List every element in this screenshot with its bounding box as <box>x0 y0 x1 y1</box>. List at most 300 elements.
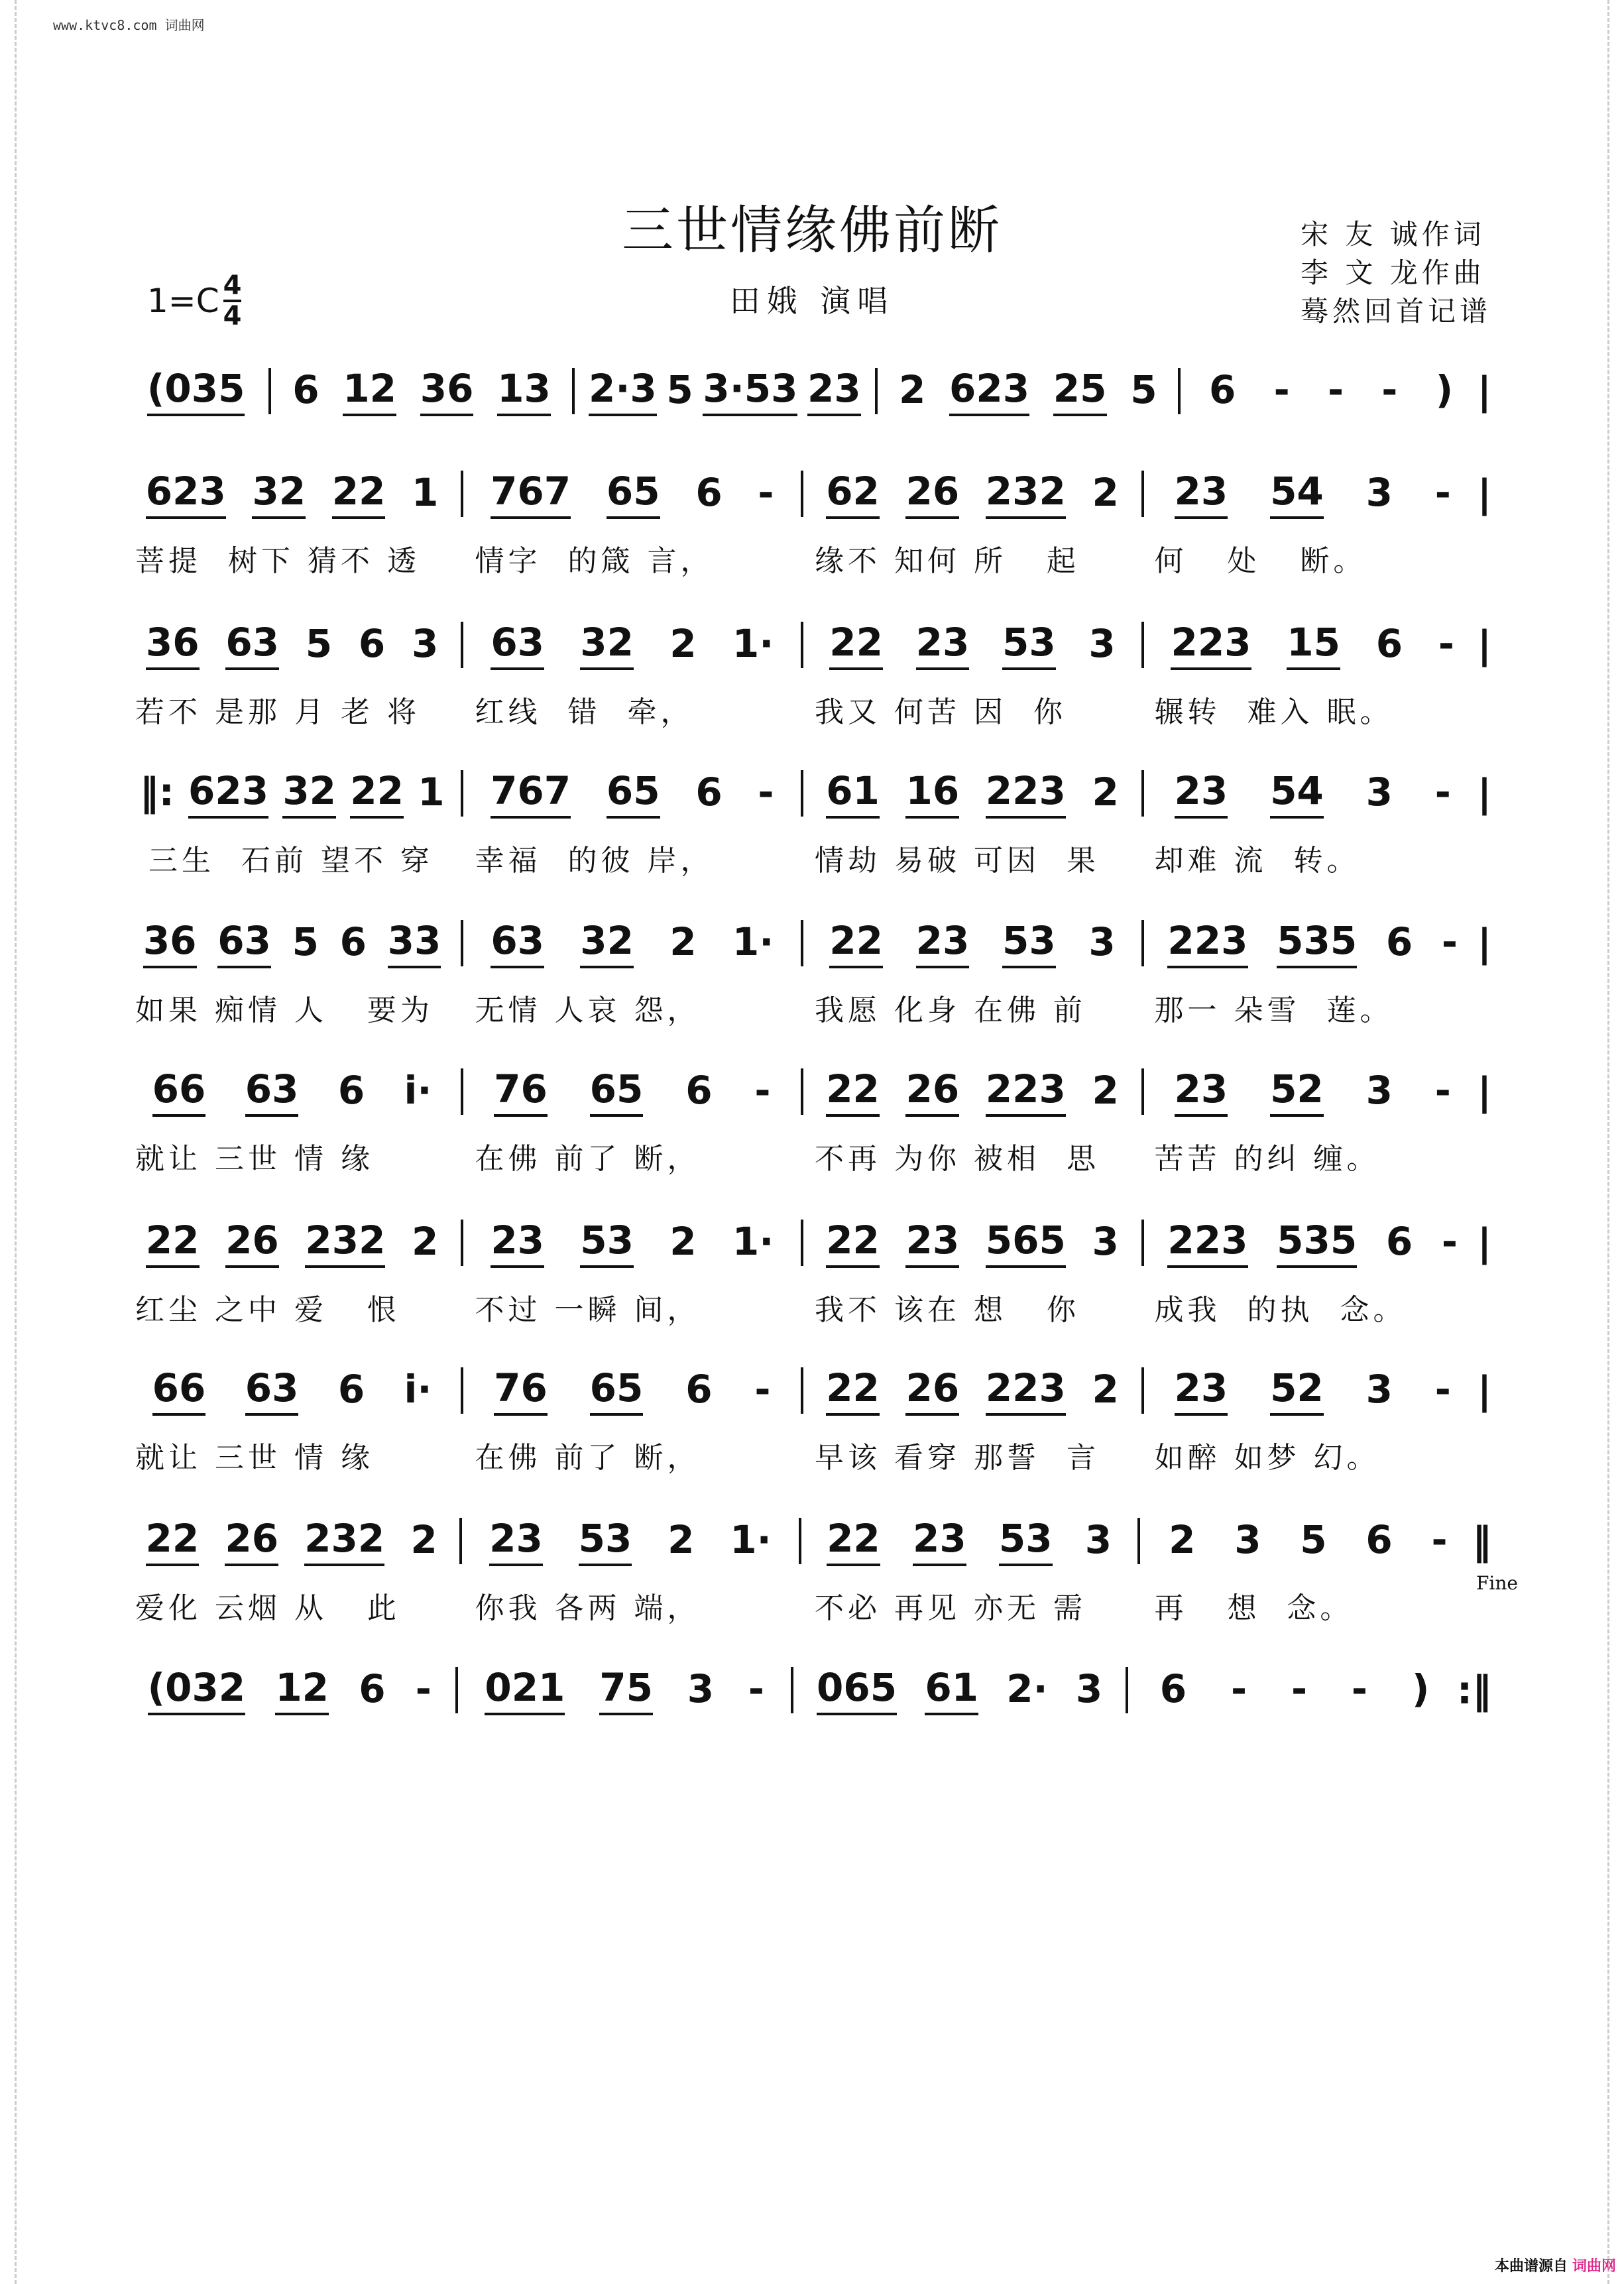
measure-lyric: 我愿 化身 在佛 前 <box>815 994 1086 1027</box>
measure-lyric: 却难 流 转。 <box>1154 844 1360 878</box>
note-group: 61 <box>925 1665 978 1715</box>
barline <box>1141 622 1144 668</box>
note-group: 6 <box>1209 367 1236 412</box>
measure <box>133 620 451 670</box>
note-group: 6 <box>337 1068 365 1113</box>
note-group: - <box>1291 1666 1308 1711</box>
measure-lyric: 爱化 云烟 从 此 <box>135 1591 400 1625</box>
measure <box>813 620 1131 670</box>
measure <box>473 1218 791 1268</box>
end-barline: | <box>1477 622 1491 667</box>
note-group: 65 <box>607 768 660 819</box>
note-group: 3 <box>1365 1068 1393 1113</box>
measure <box>887 366 1169 416</box>
barline <box>1141 471 1144 517</box>
measure <box>133 918 451 968</box>
barline <box>801 471 803 517</box>
notes-line <box>133 361 1491 421</box>
note-group: 2 <box>410 1517 437 1562</box>
end-barline: | <box>1477 471 1491 516</box>
note-group: 223 <box>986 768 1066 819</box>
note-group: 5 <box>292 919 319 964</box>
note-group: 3 <box>1084 1517 1112 1562</box>
note-group: 23 <box>905 1218 959 1268</box>
note-group: ) <box>1435 367 1454 412</box>
barline <box>801 1220 803 1266</box>
measure <box>813 1066 1131 1117</box>
note-group: 6 <box>1375 621 1403 666</box>
note-group: 2 <box>898 367 926 412</box>
note-group: 63 <box>245 1365 299 1416</box>
end-barline: | <box>1477 1220 1491 1265</box>
score-row <box>133 1361 1491 1476</box>
note-group: 12 <box>275 1665 329 1715</box>
barline <box>799 1518 801 1564</box>
note-group: 63 <box>491 620 544 670</box>
note-group: 6 <box>337 1367 365 1412</box>
note-group: - <box>1434 1367 1451 1412</box>
lyrics-line <box>133 1584 1491 1627</box>
barline <box>461 1068 463 1115</box>
note-group: 3 <box>1365 770 1393 815</box>
note-group: 22 <box>146 1516 200 1566</box>
note-group: 2 <box>667 1517 695 1562</box>
measure <box>813 768 1131 819</box>
end-barline: :‖ <box>1456 1668 1492 1713</box>
note-group: - <box>1273 367 1290 412</box>
measure-lyric: 再 想 念。 <box>1154 1591 1354 1625</box>
note-group: 13 <box>497 366 551 416</box>
lyrics-line <box>133 986 1491 1029</box>
score-row <box>133 615 1491 730</box>
end-barline: ‖ <box>1472 1518 1491 1564</box>
score-row <box>133 1062 1491 1177</box>
note-group: 12 <box>343 366 396 416</box>
note-group: 1 <box>412 470 439 515</box>
note-group: ) <box>1411 1666 1430 1711</box>
measure-lyric: 在佛 前了 断， <box>475 1142 701 1176</box>
note-group: 3 <box>1365 1367 1393 1412</box>
note-group: 32 <box>282 768 336 819</box>
end-barline: | <box>1477 771 1491 816</box>
barline <box>801 622 803 668</box>
note-group: 2 <box>1092 1367 1119 1412</box>
measure <box>133 1218 451 1268</box>
note-group: 61 <box>826 768 880 819</box>
measure-lyric: 你我 各两 端， <box>475 1591 701 1625</box>
measure-lyric: 若不 是那 月 老 将 <box>135 695 420 729</box>
note-group: 021 <box>485 1665 565 1715</box>
note-group: 535 <box>1277 1218 1357 1268</box>
note-group: 32 <box>580 620 634 670</box>
lyricist: 宋 友 诚作词 <box>1301 218 1485 251</box>
end-barline: | <box>1477 1069 1491 1114</box>
note-group: 26 <box>905 1365 959 1416</box>
measure-lyric: 情字 的箴 言， <box>475 544 714 578</box>
end-barline: | <box>1477 1368 1491 1413</box>
note-group: 15 <box>1287 620 1340 670</box>
note-group: 623 <box>188 768 268 819</box>
measure-lyric: 如果 痴情 人 要为 <box>135 994 434 1027</box>
fine-mark: Fine <box>1476 1572 1518 1594</box>
note-group: - <box>415 1666 432 1711</box>
right-margin-line <box>1607 0 1609 2284</box>
barline <box>461 622 463 668</box>
measure-lyric: 我又 何苦 因 你 <box>815 695 1067 729</box>
barline <box>268 368 271 414</box>
measure <box>473 918 791 968</box>
lyrics-line <box>133 1434 1491 1476</box>
note-group: 223 <box>1171 620 1251 670</box>
measure <box>467 1665 781 1715</box>
note-group: 3 <box>1365 470 1393 515</box>
note-group: (032 <box>148 1665 246 1715</box>
end-barline: | <box>1477 369 1491 414</box>
measure <box>1149 1517 1467 1565</box>
note-group: 223 <box>1167 1218 1247 1268</box>
measure-lyric: 成我 的执 念。 <box>1154 1293 1407 1327</box>
measure <box>1137 1666 1451 1714</box>
note-group: 767 <box>491 768 571 819</box>
note-group: 63 <box>491 918 544 968</box>
note-group: - <box>758 770 774 815</box>
note-group: 3 <box>411 621 439 666</box>
note-group: 65 <box>590 1365 644 1416</box>
note-group: 223 <box>986 1066 1066 1117</box>
measure-lyric: 菩提 树下 猜不 透 <box>135 544 420 578</box>
notes-line <box>133 764 1491 823</box>
note-group: (035 <box>147 366 245 416</box>
note-group: 2 <box>669 1219 697 1264</box>
note-group: 26 <box>905 1066 959 1117</box>
lyrics-line <box>133 688 1491 730</box>
barline <box>461 471 463 517</box>
note-group: 22 <box>350 768 404 819</box>
measure <box>813 1365 1131 1416</box>
note-group: 23 <box>916 918 970 968</box>
note-group: 53 <box>1002 918 1056 968</box>
measure-lyric: 无情 人哀 怨， <box>475 994 701 1027</box>
note-group: 5 <box>305 621 333 666</box>
note-group: 36 <box>420 366 474 416</box>
measure-lyric: 就让 三世 情 缘 <box>135 1142 374 1176</box>
note-group: 23 <box>1175 768 1228 819</box>
note-group: 623 <box>146 469 226 519</box>
key-label: 1=C <box>147 282 219 320</box>
barline <box>461 920 463 966</box>
footer-source: 本曲谱源自 <box>1495 2258 1568 2275</box>
score-row <box>133 1660 1491 1733</box>
note-group: 22 <box>826 1218 880 1268</box>
note-group: 2 <box>412 1219 439 1264</box>
note-group: 2 <box>1169 1517 1196 1562</box>
score-row <box>133 361 1491 434</box>
note-group: 26 <box>225 1516 278 1566</box>
note-group: 223 <box>986 1365 1066 1416</box>
note-group: 54 <box>1270 768 1324 819</box>
notes-line <box>133 1361 1491 1420</box>
note-group: 76 <box>494 1066 548 1117</box>
lyrics-line <box>133 1135 1491 1177</box>
measure <box>1153 768 1472 819</box>
note-group: 2·3 <box>589 366 657 416</box>
footer-site: 词曲网 <box>1572 2258 1617 2275</box>
note-group: 53 <box>999 1516 1053 1566</box>
measure <box>1153 469 1472 519</box>
note-group: 32 <box>580 918 634 968</box>
note-group: 3 <box>687 1666 715 1711</box>
note-group: 22 <box>146 1218 200 1268</box>
barline <box>1141 1068 1144 1115</box>
score-row <box>133 1213 1491 1328</box>
note-group: i· <box>404 1068 432 1113</box>
note-group: 23 <box>1175 469 1228 519</box>
note-group: 23 <box>807 366 861 416</box>
note-group: 535 <box>1277 918 1357 968</box>
note-group: - <box>1438 621 1454 666</box>
note-group: 22 <box>827 1516 880 1566</box>
note-group: - <box>1431 1517 1448 1562</box>
measure <box>803 1665 1116 1715</box>
note-group: 66 <box>152 1066 206 1117</box>
measure <box>471 1516 789 1566</box>
note-group: - <box>1434 1068 1451 1113</box>
score-row <box>133 913 1491 1029</box>
note-group: 65 <box>607 469 660 519</box>
measure <box>1153 1365 1472 1416</box>
note-group: - <box>1381 367 1398 412</box>
barline <box>461 1220 463 1266</box>
measure-lyric: 苦苦 的纠 缠。 <box>1154 1142 1380 1176</box>
barline <box>875 368 878 414</box>
note-group: 2 <box>669 919 697 964</box>
note-group: - <box>748 1666 764 1711</box>
note-group: - <box>758 470 774 515</box>
barline <box>1141 1367 1144 1414</box>
measure <box>133 366 259 416</box>
measure-lyric: 情劫 易破 可因 果 <box>815 844 1100 878</box>
barline <box>461 770 463 817</box>
note-group: 66 <box>152 1365 206 1416</box>
measure-lyric: 那一 朵雪 莲。 <box>1154 994 1393 1027</box>
note-group: 6 <box>358 621 386 666</box>
note-group: 52 <box>1270 1066 1324 1117</box>
measure <box>133 1665 446 1715</box>
note-group: 22 <box>826 1365 880 1416</box>
note-group: 6 <box>1365 1517 1393 1562</box>
note-group: 22 <box>829 620 883 670</box>
note-group: 22 <box>829 918 883 968</box>
note-group: 52 <box>1270 1365 1324 1416</box>
note-group: 63 <box>245 1066 299 1117</box>
note-group: 3 <box>1075 1666 1103 1711</box>
note-group: 76 <box>494 1365 548 1416</box>
measure-lyric: 在佛 前了 断， <box>475 1441 701 1475</box>
measure-lyric: 何 处 断。 <box>1154 544 1367 578</box>
note-group: 6 <box>1159 1666 1187 1711</box>
measure <box>133 1066 451 1117</box>
score-row <box>133 464 1491 579</box>
note-group: 22 <box>332 469 386 519</box>
note-group: 3 <box>1088 621 1116 666</box>
note-group: - <box>1441 1219 1458 1264</box>
note-group: 23 <box>1175 1066 1228 1117</box>
note-group: 23 <box>913 1516 966 1566</box>
singer: 田娥 演唱 <box>729 283 895 319</box>
note-group: 63 <box>217 918 271 968</box>
measure <box>473 620 791 670</box>
note-group: - <box>754 1367 771 1412</box>
note-group: 75 <box>599 1665 653 1715</box>
measure-lyric: 就让 三世 情 缘 <box>135 1441 374 1475</box>
note-group: 3·53 <box>703 366 797 416</box>
note-group: 6 <box>359 1666 386 1711</box>
credits <box>1301 215 1491 331</box>
note-group: 232 <box>986 469 1066 519</box>
note-group: 16 <box>905 768 959 819</box>
measure <box>811 1516 1128 1566</box>
note-group: 23 <box>489 1516 543 1566</box>
note-group: 6 <box>685 1068 713 1113</box>
note-group: 623 <box>949 366 1029 416</box>
note-group: 2 <box>669 621 697 666</box>
measure <box>1153 620 1472 670</box>
note-group: 53 <box>1002 620 1056 670</box>
note-group: 2 <box>1092 470 1119 515</box>
barline <box>572 368 575 414</box>
note-group: 2 <box>1092 1068 1119 1113</box>
note-group: 6 <box>695 470 723 515</box>
note-group: - <box>1231 1666 1247 1711</box>
note-group: 1· <box>730 1517 772 1562</box>
measure-lyric: 我不 该在 想 你 <box>815 1293 1080 1327</box>
note-group: 22 <box>826 1066 880 1117</box>
note-group: 232 <box>304 1516 384 1566</box>
note-group: 6 <box>695 770 723 815</box>
note-group: - <box>1327 367 1344 412</box>
lyrics-line <box>133 836 1491 879</box>
measure-lyric: 三生 石前 望不 穿 <box>135 844 434 878</box>
note-group: 33 <box>388 918 441 968</box>
note-group: 6 <box>1385 919 1413 964</box>
note-group: 6 <box>292 367 319 412</box>
notes-line <box>133 615 1491 675</box>
note-group: 26 <box>225 1218 279 1268</box>
note-group: 6 <box>339 919 367 964</box>
note-group: i· <box>404 1367 432 1412</box>
score-row <box>133 1511 1518 1627</box>
notes-line <box>133 1511 1491 1571</box>
note-group: 767 <box>491 469 571 519</box>
measure-lyric: 辗转 难入 眠。 <box>1154 695 1393 729</box>
note-group: 25 <box>1053 366 1107 416</box>
note-group: 23 <box>1175 1365 1228 1416</box>
note-group: 36 <box>143 918 197 968</box>
barline <box>461 1367 463 1414</box>
note-group: 26 <box>905 469 959 519</box>
measure-lyric: 缘不 知何 所 起 <box>815 544 1080 578</box>
note-group: - <box>1351 1666 1367 1711</box>
barline <box>801 920 803 966</box>
song-title: 三世情缘佛前断 <box>621 201 1002 260</box>
note-group: - <box>754 1068 771 1113</box>
note-group: 65 <box>590 1066 644 1117</box>
note-group: 1· <box>732 1219 774 1264</box>
barline <box>455 1667 458 1713</box>
note-group: - <box>1434 470 1451 515</box>
note-group: 5 <box>1300 1517 1327 1562</box>
barline <box>791 1667 793 1713</box>
measure-lyric: 早该 看穿 那誓 言 <box>815 1441 1100 1475</box>
note-group: 6 <box>1385 1219 1413 1264</box>
barline <box>801 1367 803 1414</box>
note-group: 23 <box>491 1218 544 1268</box>
barline <box>1137 1518 1140 1564</box>
note-group: 232 <box>305 1218 385 1268</box>
measure <box>133 768 451 819</box>
barline <box>1126 1667 1128 1713</box>
left-margin-line <box>15 0 17 2284</box>
notes-line <box>133 1660 1491 1720</box>
note-group: 223 <box>1167 918 1247 968</box>
transcriber: 蓦然回首记谱 <box>1301 295 1492 327</box>
measure <box>133 469 451 519</box>
measure <box>813 918 1131 968</box>
note-group: 63 <box>225 620 279 670</box>
measure <box>473 469 791 519</box>
barline <box>1178 368 1181 414</box>
note-group: 32 <box>252 469 306 519</box>
note-group: 1· <box>732 621 774 666</box>
barline <box>1141 770 1144 817</box>
measure-lyric: 如醉 如梦 幻。 <box>1154 1441 1380 1475</box>
notes-line <box>133 464 1491 524</box>
measure <box>1153 1066 1472 1117</box>
notes-line <box>133 913 1491 973</box>
note-group: 3 <box>1234 1517 1261 1562</box>
barline <box>1141 1220 1144 1266</box>
measure-lyric: 幸福 的彼 岸， <box>475 844 714 878</box>
note-group: 36 <box>146 620 200 670</box>
time-top: 4 <box>223 270 242 301</box>
barline <box>801 770 803 817</box>
note-group: 23 <box>916 620 970 670</box>
measure <box>584 366 866 416</box>
note-group: 62 <box>826 469 880 519</box>
measure <box>473 1365 791 1416</box>
note-group: 1· <box>732 919 774 964</box>
note-group: - <box>1434 770 1451 815</box>
measure <box>813 469 1131 519</box>
measure <box>1153 918 1472 968</box>
notes-line <box>133 1213 1491 1273</box>
barline <box>459 1518 462 1564</box>
measure <box>1190 367 1472 415</box>
note-group: 53 <box>579 1516 632 1566</box>
measure <box>813 1218 1131 1268</box>
barline <box>1141 920 1144 966</box>
lyrics-line <box>133 537 1491 579</box>
watermark: www.ktvc8.com 词曲网 <box>53 17 205 33</box>
note-group: - <box>1441 919 1458 964</box>
note-group: 565 <box>986 1218 1066 1268</box>
note-group: 6 <box>685 1367 713 1412</box>
note-group: ‖: <box>139 770 174 815</box>
lyrics-line <box>133 1286 1491 1328</box>
measure-lyric: 红线 错 牵， <box>475 695 694 729</box>
measure-lyric: 不过 一瞬 间， <box>475 1293 701 1327</box>
measure-lyric: 不再 为你 被相 思 <box>815 1142 1100 1176</box>
